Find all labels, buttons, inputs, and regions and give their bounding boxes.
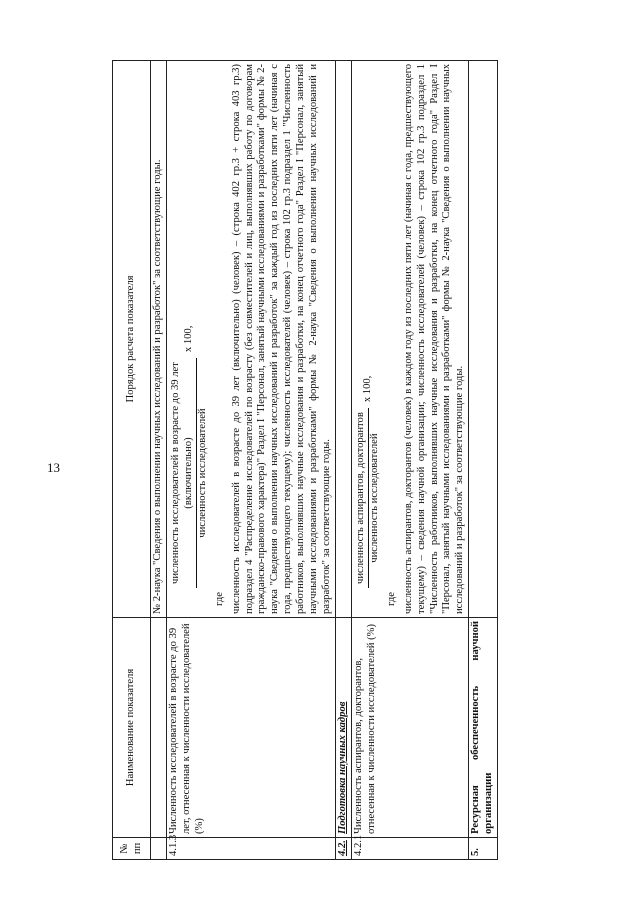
formula-multiplier: х 100, xyxy=(361,375,373,403)
table-row-4-2-1 xyxy=(351,61,468,860)
where-label: где xyxy=(213,592,225,606)
where-label: где xyxy=(385,592,397,606)
formula-denominator: численность исследователей xyxy=(196,408,208,538)
calculation-description: численность аспирантов, докторантов (человек) в каждом году из последних пяти лет (начиная с года, предшествующего текущему) – сведения научной организации; численность исследователей (человек) – строка 102 гр.3 подраздел 1 "Численность работников, выполнявших научные исследования и разработки, на конец отчетного года" Раздел I "Персонал, занятый научными исследованиями и разработками" формы № 2-наука "Сведения о выполнении научных исследований и разработок" за соответствующие годы. xyxy=(402,64,466,614)
numerator-line-1: численность исследователей в возрасте до 39 лет xyxy=(169,362,181,584)
section-empty xyxy=(335,61,351,618)
indicator-name: Численность исследователей в возрасте до 39 лет, отнесенная к численности исследователей (%) xyxy=(166,618,335,838)
formula-numerator: численность аспирантов, докторантов xyxy=(355,408,369,588)
formula-multiplier: х 100, xyxy=(183,325,195,353)
indicator-name: Ресурсная обеспеченность научной организации xyxy=(469,618,498,838)
row-num: 4.2.1 xyxy=(351,838,468,860)
table-row-5 xyxy=(469,61,498,860)
page-number: 13 xyxy=(47,460,60,475)
calculation-cell-empty xyxy=(469,61,498,618)
prev-name xyxy=(151,618,167,838)
calculation-cell xyxy=(166,61,335,618)
numerator-line-2: (включительно) xyxy=(182,437,194,509)
header-order: Порядок расчета показателя xyxy=(113,61,151,618)
row-num: 5. xyxy=(469,838,498,860)
header-num: № пп xyxy=(113,838,151,860)
section-num: 4.2. xyxy=(335,838,351,860)
indicator-name: Численность аспирантов, докторантов, отнесенная к численности исследователей (%) xyxy=(351,618,468,838)
header-name: Наименование показателя xyxy=(113,618,151,838)
formula-fraction xyxy=(355,64,382,588)
table-row-4-1-3 xyxy=(166,61,335,860)
indicators-table xyxy=(112,60,498,860)
section-row-4-2 xyxy=(335,61,351,860)
calculation-description: численность исследователей в возрасте до 39 лет (включительно) (человек) – (строка 402 гр.3 + строка 403 гр.3) подраздел 4 "Распределение исследователей по возрасту (без совместителей и лиц, выполнявших работу по договорам гражданско-правового характера)" Раздел I "Персонал, занятый научными исследованиями и разработками" формы № 2-наука "Сведения о выполнении научных исследований и разработок" за каждый год из последних пяти лет (начиная с года, предшествующего текущему); численность исследователей (человек) – строка 102 гр.3 подраздел 1 "Численность работников, выполнявших научные исследования и разработки, на конец отчетного года" Раздел I "Персонал, занятый научными исследованиями и разработками" формы № 2-наука "Сведения о выполнении научных исследований и разработок" за соответствующие годы. xyxy=(230,64,333,614)
table-row-prev-tail xyxy=(151,61,167,860)
prev-num xyxy=(151,838,167,860)
formula-fraction xyxy=(170,64,210,588)
table-header-row xyxy=(113,61,151,860)
prev-tail-text: № 2-наука "Сведения о выполнении научных исследований и разработок" за соответствующие годы. xyxy=(151,61,167,618)
calculation-cell xyxy=(351,61,468,618)
rotated-table-sheet xyxy=(112,60,582,860)
row-num: 4.1.3 xyxy=(166,838,335,860)
section-title: Подготовка научных кадров xyxy=(335,618,351,838)
formula-denominator: численность исследователей xyxy=(368,433,380,563)
formula-numerator xyxy=(170,358,197,588)
